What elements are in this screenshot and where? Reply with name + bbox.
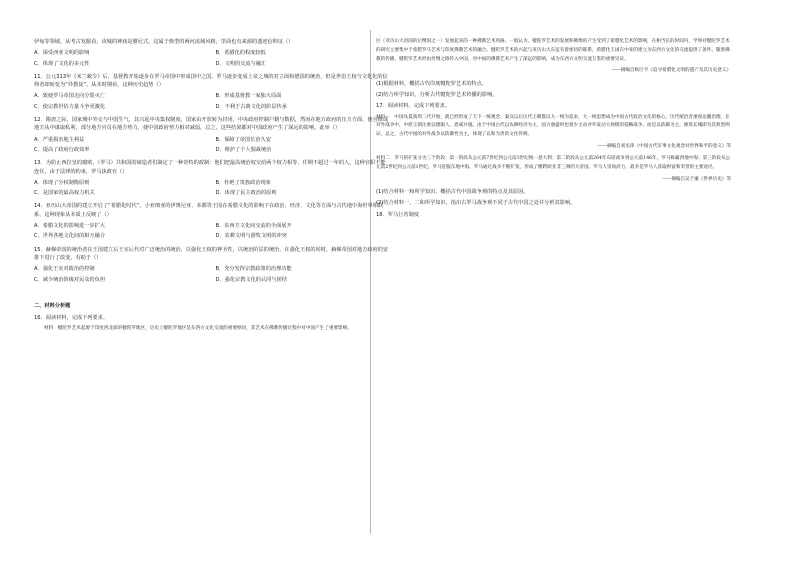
- option: B．保障了帝国长治久安: [215, 136, 271, 143]
- q13-options: [34, 179, 389, 200]
- question-17-part-2: (2)结合材料一、二和所学知识，指出古罗马战争观不同于古代中国之处并分析其影响。: [376, 200, 576, 207]
- question-15: 15．赫梯帝国的统治者在王国建立后王室后代对广泛统治的统治，以强化王权的神圣性，以统治阶层的统治，在强化王权的同时，赫梯帝国对地方政府的安排下进行了改变，有助于（）: [34, 246, 389, 261]
- option: A．希腊文化的影响进一步扩大: [34, 223, 105, 230]
- question-16-part-1: (1)根据材料，概括古代印度犍陀罗艺术的特点。: [376, 80, 488, 87]
- question-16: 16．阅读材料，完成下列要求。: [34, 315, 109, 322]
- option: D．不利于古典文化的阶层传承: [215, 103, 287, 110]
- right-column: [376, 38, 731, 222]
- option: B．杜绝了贵族政治现象: [215, 179, 271, 186]
- option: D．维护了个人独裁统治: [215, 146, 272, 153]
- option: D．强化宗教文化的认同与团结: [215, 276, 287, 283]
- option: D．农耕文明与游牧文明的冲突: [215, 233, 287, 240]
- question-17: 17．阅读材料，完成下列要求。: [376, 103, 451, 110]
- question-12: 12．隋唐之际，国家城中外交与中国生气，其兴起中央集权制度，国家由开放转为封闭，中央政府控制户籍与数据，然而在地方政府的压力方面，使官僚或地方从中谋取私利，部分地方官员在地方势力，使中国政府势力相对减弱，总之，这些结果都对中国政府产生了深远的影响。此举（）: [34, 117, 389, 132]
- option: A．深受西亚文明的影响: [34, 50, 90, 57]
- q16-material: 材料 犍陀罗艺术起源于印度西北部的犍陀罗地区，历史上犍陀罗地区是东西方文化交流的重要枢纽，其艺术在佛教传播过程中对中国产生了重要影响。: [44, 326, 352, 332]
- source-citation: ——摘编自杨巨平《追寻希腊化文明的遗产及其历史意义》: [611, 68, 731, 74]
- source-citation: ——摘编自吴于廑《世界历史》等: [662, 176, 731, 182]
- option: D．文明的交流与融汇: [215, 60, 267, 67]
- option: C．减少统治阶级对民众的负担: [34, 276, 106, 283]
- q15-options: [34, 265, 389, 286]
- option: A．严重损害地主利益: [34, 136, 85, 143]
- option: A．强化王室对政治的控制: [34, 266, 95, 273]
- option: A．致使罗马帝国走向分裂灭亡: [34, 93, 105, 100]
- question-11: 11．公元313年《米兰敕令》后，基督教开始逐步在罗马帝国中形成国中之国，罗马逐步变成上帝之城的对立面和德国的统治，但是世俗王权与文化化的信仰者却转变为“异教徒”。从本时期看，这种历史趋势（）: [34, 73, 388, 89]
- intro-text: 伊甸等领域。从考古发掘看，该城的神庙是腓尼式，这属于典型的两河流域风格，里面也有来源的遗迹信仰证（）: [34, 39, 294, 45]
- question-18: 18．罗马行省制度: [376, 211, 419, 218]
- option: C．世界各地文化间的相互融合: [34, 233, 106, 240]
- option: D．体现了民主政治的原则: [215, 190, 277, 197]
- material-one: 材料一 中国从夏商周三代开始，就已经形成了天下一统观念。秦汉以后历代王朝都以大一统为追求，大一统思想成为中国古代政治文化的核心，历代统治者重视边疆治理，在对外战争中，中原王朝注重以德服人、恩威并施。由于中国古代以农耕经济为主，国力强盛时也很少主动对外发动大规模的侵略战争，而是以防御为主，修筑长城即为其典型例证。总之，古代中国的对外战争以防御性为主，体现了以和为贵的文化传统。: [376, 114, 730, 138]
- question-16-part-2: (2)结合所学知识，分析古代犍陀罗艺术传播的影响。: [376, 91, 498, 98]
- option: B．充分发挥宗教政策的治理功能: [215, 266, 292, 273]
- question-13: 13．为防止西拉皇的腐败，（罗马）共和国的缔造者们制定了一种奇特的政制：他们把最高统治权交给两个权力相等、任期不超过一年的人，这种官职不能连任。由于法律的约束，罗马执政官（）: [34, 160, 386, 175]
- left-column: [34, 38, 389, 337]
- option: C．是国家的最高权力机关: [34, 190, 95, 197]
- option: C．使宗教世俗力量斗争更激化: [34, 103, 106, 110]
- q12-options: [34, 136, 389, 157]
- q14-options: [34, 222, 389, 243]
- q10-options: [34, 49, 389, 70]
- section-heading: 二、材料分析题: [34, 302, 71, 309]
- option: B．希腊化的程度较低: [215, 50, 266, 57]
- material-paragraph: 区（亚历山大帝国的后继国之一）发展起来的一种佛教艺术风格。一般认为，犍陀罗艺术的发展和佛像的产生受到了希腊化艺术的影响，在相当长的时间内，学界对犍陀罗艺术的研究主要集中于希腊罗马艺术与印度佛教艺术的融合。犍陀罗艺术的兴起与亚历山大东征有着密切的联系，希腊化王国在中亚的建立为东西方文化的交流提供了条件。随着佛教的传播，犍陀罗艺术经由丝绸之路传入中国，对中国的佛教艺术产生了深远的影响，成为东西方文明交流互鉴的重要见证。: [376, 39, 730, 62]
- option: B．形成基督教一家独大局面: [215, 93, 282, 100]
- source-citation: ——摘编自刘丞铮《中国古代军事文化观念对世界和平的意义》等: [597, 143, 731, 149]
- option: C．提高了政府行政效率: [34, 146, 90, 153]
- option: B．东西方文化间交流的全面展开: [215, 223, 292, 230]
- question-17-part-1: (1)结合材料一和所学知识，概括古代中国战争观的特点及其原因。: [376, 189, 529, 196]
- option: A．体现了分权制衡原则: [34, 179, 90, 186]
- q11-options: [34, 92, 389, 113]
- material-two: 材料二 罗马的扩张分为三个阶段：第一阶段从公元前7世纪到公元前3世纪统一意大利；第二阶段从公元前264年布匿战争到公元前146年，罗马称霸西地中海；第三阶段从公元前2世纪到公元前1世纪，罗马征服东地中海。罗马通过战争不断扩张，形成了横跨欧亚非三洲的大帝国。罗马人崇尚武力，战争是罗马人获取财富和荣誉的主要途径。: [376, 156, 731, 171]
- option: C．体现了文化的多元性: [34, 60, 90, 67]
- question-14: 14．亚历山大帝国的建立开启了“希腊化时代”。小亚细亚的伊奥尼亚、本都等王国在希腊文化的影响下在政治、经济、文化等方面与古代地中海世界相联系，这种现象从本质上反映了（）: [34, 203, 384, 218]
